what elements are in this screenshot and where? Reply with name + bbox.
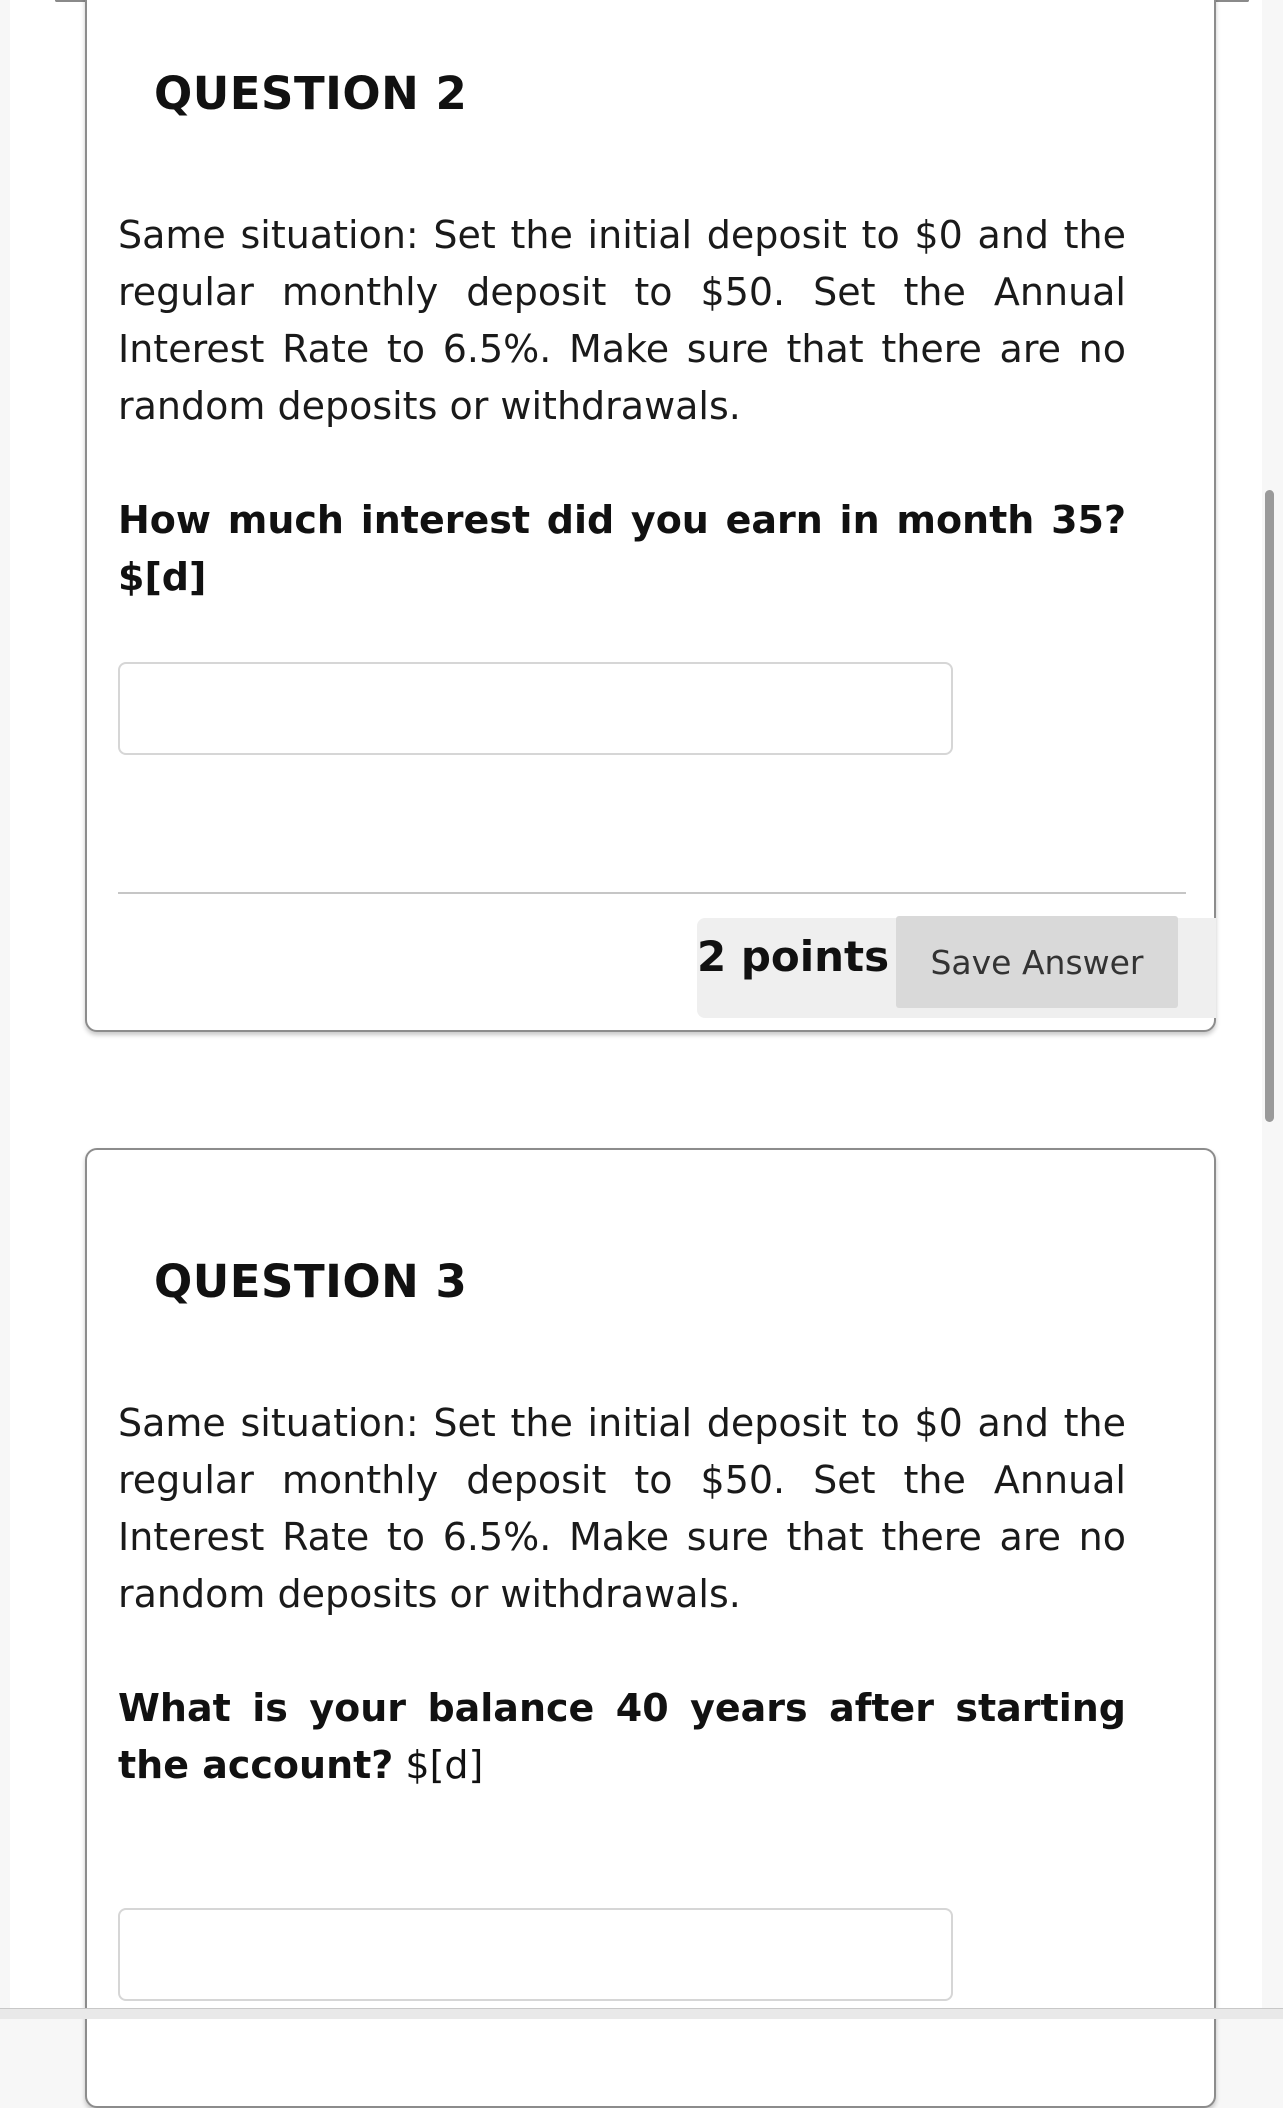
question-2-title: QUESTION 2 (154, 67, 468, 120)
question-2-prompt: How much interest did you earn in month 35? $[d] (118, 498, 1126, 599)
question-2-answer-input[interactable] (118, 662, 953, 755)
question-2-save-button[interactable]: Save Answer (896, 916, 1178, 1008)
question-2-points: 2 points (697, 932, 890, 981)
question-2-card (85, 0, 1216, 1032)
question-3-prompt-text: What is your balance 40 years after starting the account? (118, 1686, 1126, 1787)
bottom-edge (0, 2008, 1283, 2019)
question-2-divider (118, 892, 1186, 894)
page-content (10, 0, 1262, 2018)
question-3-card (85, 1148, 1216, 2108)
question-3-prompt (118, 1680, 1126, 1794)
question-3-answer-input[interactable] (118, 1908, 953, 2001)
question-3-title: QUESTION 3 (154, 1255, 468, 1308)
question-2-body: Same situation: Set the initial deposit to $0 and the regular monthly deposit to $50. Set the Annual Interest Rate to 6.5%. Make sure that there are no random deposits or withdrawals. (118, 213, 1126, 428)
question-3-prompt-suffix: $[d] (393, 1743, 484, 1787)
question-3-body: Same situation: Set the initial deposit to $0 and the regular monthly deposit to $50. Set the Annual Interest Rate to 6.5%. Make sure that there are no random deposits or withdrawals. (118, 1401, 1126, 1616)
scrollbar-thumb[interactable] (1265, 490, 1274, 1122)
